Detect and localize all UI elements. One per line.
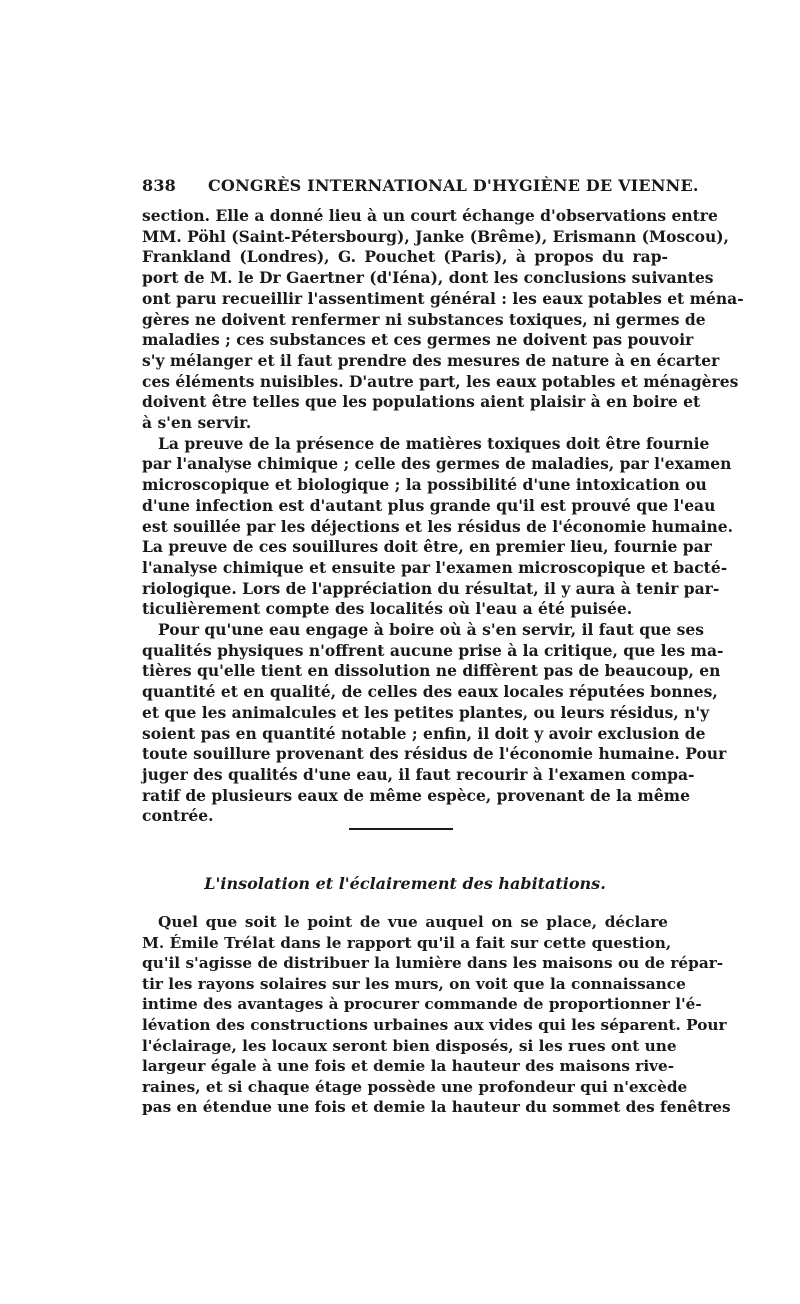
text-line: pas en étendue une fois et demie la hauteur du sommet des fenêtres [142, 1098, 731, 1117]
text-line: s'y mélanger et il faut prendre des mesures de nature à en écarter [142, 350, 720, 370]
text-line: largeur égale à une fois et demie la hauteur des maisons rive- [142, 1057, 675, 1076]
section-1-text [142, 206, 744, 827]
text-line: Quel que soit le point de vue auquel on se place, déclare [158, 913, 668, 931]
text-line: maladies ; ces substances et ces germes ne doivent pas pouvoir [142, 330, 694, 350]
section-title: L'insolation et l'éclairement des habitations. [204, 874, 606, 893]
section-divider [349, 828, 453, 830]
text-line: qualités physiques n'offrent aucune prise à la critique, que les ma- [142, 640, 724, 660]
text-line: microscopique et biologique ; la possibilité d'une intoxication ou [142, 475, 707, 495]
text-line: La preuve de ces souillures doit être, en premier lieu, fournie par [142, 537, 712, 557]
text-line: ratif de plusieurs eaux de même espèce, provenant de la même [142, 785, 690, 805]
text-line: d'une infection est d'autant plus grande qu'il est prouvé que l'eau [142, 495, 716, 515]
running-title: CONGRÈS INTERNATIONAL D'HYGIÈNE DE VIENNE. [208, 176, 699, 195]
text-line: gères ne doivent renfermer ni substances toxiques, ni germes de [142, 309, 706, 329]
text-line: raines, et si chaque étage possède une profondeur qui n'excède [142, 1077, 688, 1096]
text-line: ont paru recueillir l'assentiment général : les eaux potables et ména- [142, 288, 744, 308]
text-line: par l'analyse chimique ; celle des germes de maladies, par l'examen [142, 454, 732, 474]
text-line: La preuve de la présence de matières toxiques doit être fournie [158, 433, 710, 453]
running-header [142, 176, 699, 195]
text-line: port de M. le Dr Gaertner (d'Iéna), dont les conclusions suivantes [142, 268, 714, 288]
text-line: M. Émile Trélat dans le rapport qu'il a fait sur cette question, [142, 933, 672, 952]
text-line: tières qu'elle tient en dissolution ne diffèrent pas de beaucoup, en [142, 661, 721, 681]
text-line: l'éclairage, les locaux seront bien disposés, si les rues ont une [142, 1036, 677, 1055]
text-line: est souillée par les déjections et les résidus de l'économie humaine. [142, 516, 734, 536]
text-line: contrée. [142, 806, 214, 826]
text-line: ces éléments nuisibles. D'autre part, les eaux potables et ménagères [142, 371, 739, 391]
text-line: intime des avantages à procurer commande de proportionner l'é- [142, 995, 702, 1014]
text-line: à s'en servir. [142, 413, 252, 433]
text-line: et que les animalcules et les petites plantes, ou leurs résidus, n'y [142, 702, 710, 722]
text-line: lévation des constructions urbaines aux vides qui les séparent. Pour [142, 1015, 727, 1034]
page-number: 838 [142, 176, 176, 195]
section-2-text [142, 912, 731, 1118]
text-line: doivent être telles que les populations aient plaisir à en boire et [142, 392, 701, 412]
text-line: ticulièrement compte des localités où l'eau a été puisée. [142, 599, 633, 619]
text-line: l'analyse chimique et ensuite par l'examen microscopique et bacté- [142, 557, 728, 577]
text-line: toute souillure provenant des résidus de l'économie humaine. Pour [142, 744, 727, 764]
text-line: riologique. Lors de l'appréciation du résultat, il y aura à tenir par- [142, 578, 720, 598]
text-line: Frankland (Londres), G. Pouchet (Paris), à propos du rap- [142, 247, 668, 267]
text-line: soient pas en quantité notable ; enfin, il doit y avoir exclusion de [142, 723, 706, 743]
text-line: tir les rayons solaires sur les murs, on voit que la connaissance [142, 974, 686, 993]
text-line: MM. Pöhl (Saint-Pétersbourg), Janke (Brême), Erismann (Moscou), [142, 226, 729, 246]
text-line: quantité et en qualité, de celles des eaux locales réputées bonnes, [142, 682, 718, 702]
text-line: qu'il s'agisse de distribuer la lumière dans les maisons ou de répar- [142, 954, 724, 973]
text-line: juger des qualités d'une eau, il faut recourir à l'examen compa- [142, 764, 695, 784]
text-line: Pour qu'une eau engage à boire où à s'en servir, il faut que ses [158, 620, 704, 640]
text-line: section. Elle a donné lieu à un court échange d'observations entre [142, 206, 718, 225]
